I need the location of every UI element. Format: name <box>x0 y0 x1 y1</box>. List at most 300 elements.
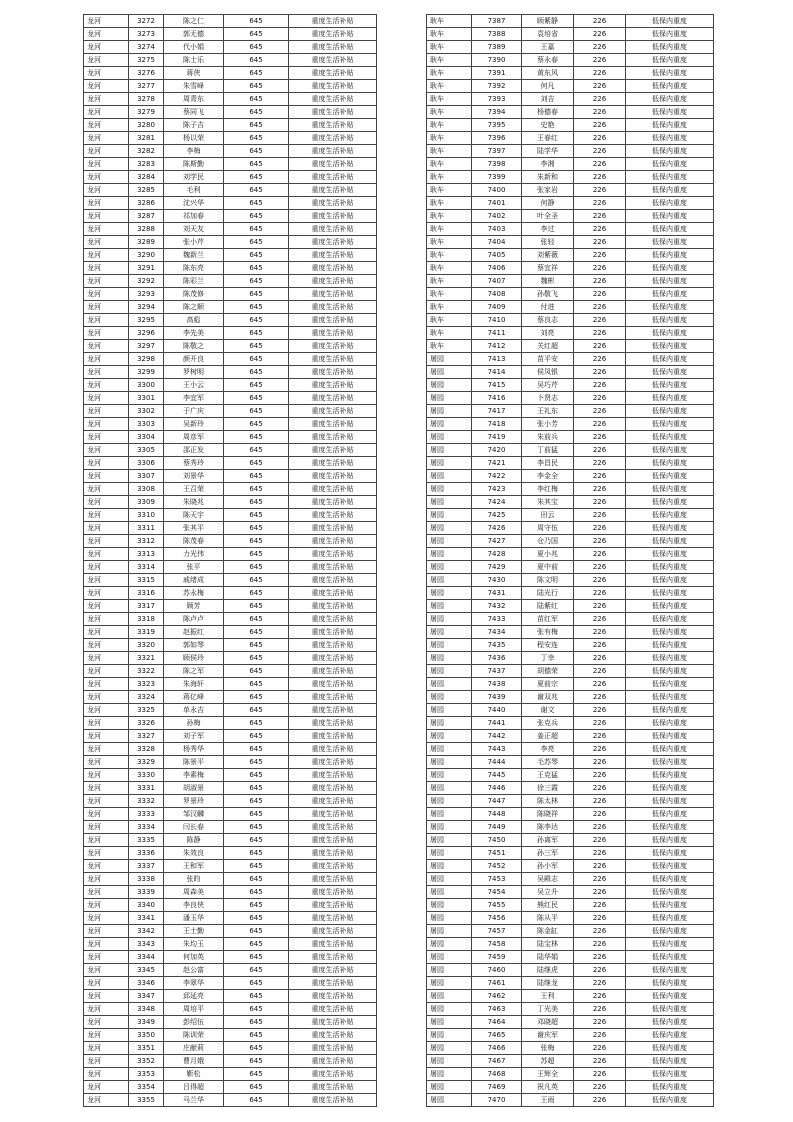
area-cell: 龙河 <box>84 431 129 444</box>
number-cell: 3289 <box>129 236 164 249</box>
type-cell: 重度生活补贴 <box>289 145 377 158</box>
number-cell: 3325 <box>129 704 164 717</box>
number-cell: 7426 <box>472 522 522 535</box>
area-cell: 耿车 <box>427 158 472 171</box>
name-cell: 李亮 <box>522 743 574 756</box>
amount-cell: 226 <box>574 327 626 340</box>
area-cell: 屠园 <box>427 847 472 860</box>
type-cell: 重度生活补贴 <box>289 1003 377 1016</box>
number-cell: 3290 <box>129 249 164 262</box>
name-cell: 力光伟 <box>164 548 224 561</box>
type-cell: 重度生活补贴 <box>289 1094 377 1107</box>
table-row <box>84 990 377 1003</box>
table-row <box>427 249 714 262</box>
type-cell: 重度生活补贴 <box>289 1055 377 1068</box>
area-cell: 屠园 <box>427 548 472 561</box>
name-cell: 李金全 <box>522 470 574 483</box>
amount-cell: 645 <box>224 535 289 548</box>
amount-cell: 645 <box>224 756 289 769</box>
amount-cell: 226 <box>574 158 626 171</box>
table-row <box>84 444 377 457</box>
table-row <box>427 834 714 847</box>
table-row <box>427 574 714 587</box>
type-cell: 重度生活补贴 <box>289 769 377 782</box>
type-cell: 重度生活补贴 <box>289 808 377 821</box>
left-table <box>83 14 377 1107</box>
name-cell: 陈训荣 <box>164 1029 224 1042</box>
name-cell: 夏小兆 <box>522 548 574 561</box>
area-cell: 屠园 <box>427 756 472 769</box>
name-cell: 周守伍 <box>522 522 574 535</box>
amount-cell: 226 <box>574 145 626 158</box>
area-cell: 屠园 <box>427 457 472 470</box>
name-cell: 刘天友 <box>164 223 224 236</box>
amount-cell: 645 <box>224 470 289 483</box>
amount-cell: 226 <box>574 834 626 847</box>
table-row <box>427 223 714 236</box>
amount-cell: 645 <box>224 1016 289 1029</box>
area-cell: 龙河 <box>84 639 129 652</box>
amount-cell: 226 <box>574 821 626 834</box>
type-cell: 低保内重度 <box>626 886 714 899</box>
amount-cell: 226 <box>574 340 626 353</box>
area-cell: 屠园 <box>427 873 472 886</box>
table-row <box>84 236 377 249</box>
area-cell: 耿车 <box>427 119 472 132</box>
area-cell: 龙河 <box>84 535 129 548</box>
name-cell: 苏超 <box>522 1055 574 1068</box>
table-row <box>84 15 377 28</box>
type-cell: 重度生活补贴 <box>289 938 377 951</box>
table-row <box>84 327 377 340</box>
number-cell: 3321 <box>129 652 164 665</box>
area-cell: 龙河 <box>84 106 129 119</box>
area-cell: 屠园 <box>427 392 472 405</box>
type-cell: 重度生活补贴 <box>289 1068 377 1081</box>
table-row <box>84 860 377 873</box>
amount-cell: 645 <box>224 1081 289 1094</box>
name-cell: 陈太林 <box>522 795 574 808</box>
area-cell: 屠园 <box>427 990 472 1003</box>
type-cell: 重度生活补贴 <box>289 366 377 379</box>
name-cell: 邓晓超 <box>522 1016 574 1029</box>
amount-cell: 226 <box>574 769 626 782</box>
type-cell: 低保内重度 <box>626 28 714 41</box>
number-cell: 3297 <box>129 340 164 353</box>
number-cell: 3343 <box>129 938 164 951</box>
number-cell: 3293 <box>129 288 164 301</box>
name-cell: 王礼东 <box>522 405 574 418</box>
number-cell: 7407 <box>472 275 522 288</box>
area-cell: 龙河 <box>84 613 129 626</box>
number-cell: 3339 <box>129 886 164 899</box>
table-row <box>84 548 377 561</box>
type-cell: 低保内重度 <box>626 964 714 977</box>
type-cell: 低保内重度 <box>626 132 714 145</box>
area-cell: 耿车 <box>427 262 472 275</box>
number-cell: 3296 <box>129 327 164 340</box>
amount-cell: 645 <box>224 990 289 1003</box>
type-cell: 低保内重度 <box>626 158 714 171</box>
type-cell: 低保内重度 <box>626 145 714 158</box>
area-cell: 耿车 <box>427 340 472 353</box>
type-cell: 重度生活补贴 <box>289 652 377 665</box>
name-cell: 刘吉 <box>522 93 574 106</box>
amount-cell: 645 <box>224 847 289 860</box>
table-row <box>427 873 714 886</box>
name-cell: 李湘 <box>522 158 574 171</box>
type-cell: 低保内重度 <box>626 184 714 197</box>
amount-cell: 645 <box>224 821 289 834</box>
amount-cell: 645 <box>224 769 289 782</box>
name-cell: 周青东 <box>164 93 224 106</box>
name-cell: 郭如琴 <box>164 639 224 652</box>
name-cell: 陈之军 <box>164 665 224 678</box>
area-cell: 屠园 <box>427 834 472 847</box>
name-cell: 熊红民 <box>522 899 574 912</box>
table-row <box>84 782 377 795</box>
table-row <box>427 522 714 535</box>
table-row <box>427 106 714 119</box>
amount-cell: 226 <box>574 262 626 275</box>
area-cell: 耿车 <box>427 54 472 67</box>
table-row <box>84 717 377 730</box>
type-cell: 低保内重度 <box>626 314 714 327</box>
name-cell: 陈文明 <box>522 574 574 587</box>
number-cell: 3275 <box>129 54 164 67</box>
table-row <box>427 587 714 600</box>
area-cell: 耿车 <box>427 28 472 41</box>
name-cell: 罗景玲 <box>164 795 224 808</box>
table-row <box>427 756 714 769</box>
name-cell: 赵振红 <box>164 626 224 639</box>
name-cell: 顾紫静 <box>522 15 574 28</box>
area-cell: 耿车 <box>427 314 472 327</box>
type-cell: 低保内重度 <box>626 119 714 132</box>
name-cell: 陈晓祥 <box>522 808 574 821</box>
number-cell: 7412 <box>472 340 522 353</box>
amount-cell: 226 <box>574 184 626 197</box>
type-cell: 重度生活补贴 <box>289 951 377 964</box>
number-cell: 3334 <box>129 821 164 834</box>
amount-cell: 645 <box>224 223 289 236</box>
table-row <box>84 80 377 93</box>
type-cell: 重度生活补贴 <box>289 210 377 223</box>
type-cell: 重度生活补贴 <box>289 613 377 626</box>
area-cell: 龙河 <box>84 912 129 925</box>
table-row <box>84 223 377 236</box>
table-row <box>427 1003 714 1016</box>
name-cell: 高彪 <box>164 314 224 327</box>
table-row <box>427 314 714 327</box>
amount-cell: 226 <box>574 1068 626 1081</box>
type-cell: 低保内重度 <box>626 327 714 340</box>
number-cell: 3351 <box>129 1042 164 1055</box>
name-cell: 周培平 <box>164 1003 224 1016</box>
table-row <box>84 574 377 587</box>
type-cell: 重度生活补贴 <box>289 236 377 249</box>
amount-cell: 226 <box>574 1042 626 1055</box>
name-cell: 吴巧芹 <box>522 379 574 392</box>
table-row <box>427 561 714 574</box>
table-row <box>84 392 377 405</box>
number-cell: 3303 <box>129 418 164 431</box>
number-cell: 7411 <box>472 327 522 340</box>
number-cell: 7427 <box>472 535 522 548</box>
type-cell: 重度生活补贴 <box>289 782 377 795</box>
name-cell: 仓乃国 <box>522 535 574 548</box>
type-cell: 重度生活补贴 <box>289 626 377 639</box>
area-cell: 龙河 <box>84 873 129 886</box>
number-cell: 7456 <box>472 912 522 925</box>
amount-cell: 226 <box>574 574 626 587</box>
name-cell: 李梅 <box>164 145 224 158</box>
number-cell: 7452 <box>472 860 522 873</box>
type-cell: 低保内重度 <box>626 54 714 67</box>
area-cell: 龙河 <box>84 67 129 80</box>
amount-cell: 645 <box>224 41 289 54</box>
type-cell: 重度生活补贴 <box>289 262 377 275</box>
area-cell: 龙河 <box>84 964 129 977</box>
area-cell: 龙河 <box>84 54 129 67</box>
name-cell: 程安连 <box>522 639 574 652</box>
type-cell: 重度生活补贴 <box>289 15 377 28</box>
number-cell: 3295 <box>129 314 164 327</box>
type-cell: 低保内重度 <box>626 210 714 223</box>
amount-cell: 645 <box>224 548 289 561</box>
area-cell: 龙河 <box>84 470 129 483</box>
number-cell: 3330 <box>129 769 164 782</box>
right-table-body <box>427 15 714 1107</box>
number-cell: 3319 <box>129 626 164 639</box>
number-cell: 7414 <box>472 366 522 379</box>
name-cell: 陈静 <box>164 834 224 847</box>
area-cell: 龙河 <box>84 41 129 54</box>
name-cell: 王召荣 <box>164 483 224 496</box>
amount-cell: 226 <box>574 418 626 431</box>
amount-cell: 645 <box>224 899 289 912</box>
table-row <box>84 366 377 379</box>
area-cell: 龙河 <box>84 756 129 769</box>
area-cell: 龙河 <box>84 990 129 1003</box>
area-cell: 屠园 <box>427 821 472 834</box>
amount-cell: 226 <box>574 119 626 132</box>
amount-cell: 645 <box>224 808 289 821</box>
area-cell: 耿车 <box>427 93 472 106</box>
type-cell: 重度生活补贴 <box>289 132 377 145</box>
amount-cell: 645 <box>224 795 289 808</box>
number-cell: 3332 <box>129 795 164 808</box>
table-row <box>427 639 714 652</box>
name-cell: 朱其宝 <box>522 496 574 509</box>
amount-cell: 226 <box>574 925 626 938</box>
amount-cell: 226 <box>574 743 626 756</box>
type-cell: 低保内重度 <box>626 262 714 275</box>
number-cell: 7391 <box>472 67 522 80</box>
table-row <box>84 301 377 314</box>
table-row <box>427 613 714 626</box>
type-cell: 重度生活补贴 <box>289 353 377 366</box>
type-cell: 重度生活补贴 <box>289 522 377 535</box>
name-cell: 彭绍伍 <box>164 1016 224 1029</box>
type-cell: 低保内重度 <box>626 444 714 457</box>
type-cell: 重度生活补贴 <box>289 964 377 977</box>
table-row <box>427 951 714 964</box>
area-cell: 屠园 <box>427 743 472 756</box>
table-row <box>84 639 377 652</box>
number-cell: 7448 <box>472 808 522 821</box>
type-cell: 低保内重度 <box>626 678 714 691</box>
amount-cell: 645 <box>224 665 289 678</box>
name-cell: 杨以荣 <box>164 132 224 145</box>
type-cell: 低保内重度 <box>626 522 714 535</box>
table-row <box>427 470 714 483</box>
name-cell: 陈茂春 <box>164 535 224 548</box>
amount-cell: 645 <box>224 626 289 639</box>
table-row <box>427 28 714 41</box>
type-cell: 重度生活补贴 <box>289 41 377 54</box>
number-cell: 7442 <box>472 730 522 743</box>
type-cell: 低保内重度 <box>626 67 714 80</box>
table-row <box>84 665 377 678</box>
amount-cell: 226 <box>574 1003 626 1016</box>
table-row <box>84 587 377 600</box>
amount-cell: 226 <box>574 626 626 639</box>
amount-cell: 226 <box>574 93 626 106</box>
name-cell: 史艳 <box>522 119 574 132</box>
amount-cell: 226 <box>574 561 626 574</box>
number-cell: 3279 <box>129 106 164 119</box>
name-cell: 夏中前 <box>522 561 574 574</box>
table-row <box>84 613 377 626</box>
type-cell: 低保内重度 <box>626 496 714 509</box>
amount-cell: 226 <box>574 691 626 704</box>
type-cell: 重度生活补贴 <box>289 405 377 418</box>
area-cell: 龙河 <box>84 717 129 730</box>
table-row <box>427 1055 714 1068</box>
amount-cell: 226 <box>574 600 626 613</box>
name-cell: 刘景华 <box>164 470 224 483</box>
area-cell: 龙河 <box>84 782 129 795</box>
area-cell: 屠园 <box>427 808 472 821</box>
number-cell: 3315 <box>129 574 164 587</box>
name-cell: 谢文 <box>522 704 574 717</box>
name-cell: 叶全圣 <box>522 210 574 223</box>
name-cell: 戚绪成 <box>164 574 224 587</box>
area-cell: 龙河 <box>84 379 129 392</box>
amount-cell: 226 <box>574 379 626 392</box>
amount-cell: 645 <box>224 405 289 418</box>
number-cell: 3322 <box>129 665 164 678</box>
table-row <box>427 782 714 795</box>
table-row <box>427 717 714 730</box>
number-cell: 7460 <box>472 964 522 977</box>
amount-cell: 226 <box>574 795 626 808</box>
number-cell: 7404 <box>472 236 522 249</box>
area-cell: 耿车 <box>427 41 472 54</box>
amount-cell: 645 <box>224 652 289 665</box>
amount-cell: 226 <box>574 67 626 80</box>
amount-cell: 645 <box>224 860 289 873</box>
type-cell: 低保内重度 <box>626 366 714 379</box>
type-cell: 低保内重度 <box>626 106 714 119</box>
amount-cell: 226 <box>574 288 626 301</box>
table-row <box>84 522 377 535</box>
area-cell: 龙河 <box>84 28 129 41</box>
name-cell: 魏彬 <box>522 275 574 288</box>
area-cell: 龙河 <box>84 977 129 990</box>
area-cell: 屠园 <box>427 509 472 522</box>
table-row <box>84 158 377 171</box>
area-cell: 屠园 <box>427 470 472 483</box>
amount-cell: 645 <box>224 561 289 574</box>
name-cell: 王士勤 <box>164 925 224 938</box>
area-cell: 龙河 <box>84 561 129 574</box>
name-cell: 孙小军 <box>522 860 574 873</box>
type-cell: 重度生活补贴 <box>289 470 377 483</box>
right-table <box>426 14 714 1107</box>
type-cell: 重度生活补贴 <box>289 561 377 574</box>
table-row <box>427 821 714 834</box>
type-cell: 低保内重度 <box>626 1094 714 1107</box>
amount-cell: 645 <box>224 288 289 301</box>
type-cell: 低保内重度 <box>626 1016 714 1029</box>
area-cell: 屠园 <box>427 613 472 626</box>
table-row <box>427 743 714 756</box>
table-row <box>427 275 714 288</box>
table-row <box>84 821 377 834</box>
area-cell: 龙河 <box>84 171 129 184</box>
number-cell: 3309 <box>129 496 164 509</box>
amount-cell: 226 <box>574 197 626 210</box>
type-cell: 低保内重度 <box>626 782 714 795</box>
area-cell: 龙河 <box>84 158 129 171</box>
area-cell: 屠园 <box>427 678 472 691</box>
amount-cell: 645 <box>224 782 289 795</box>
number-cell: 3314 <box>129 561 164 574</box>
area-cell: 耿车 <box>427 15 472 28</box>
number-cell: 7438 <box>472 678 522 691</box>
type-cell: 低保内重度 <box>626 340 714 353</box>
name-cell: 何凡 <box>522 80 574 93</box>
number-cell: 7430 <box>472 574 522 587</box>
amount-cell: 226 <box>574 938 626 951</box>
table-row <box>84 691 377 704</box>
name-cell: 刘亮 <box>522 327 574 340</box>
area-cell: 屠园 <box>427 665 472 678</box>
table-row <box>84 704 377 717</box>
amount-cell: 226 <box>574 808 626 821</box>
number-cell: 7445 <box>472 769 522 782</box>
area-cell: 龙河 <box>84 119 129 132</box>
amount-cell: 226 <box>574 860 626 873</box>
amount-cell: 226 <box>574 366 626 379</box>
number-cell: 7417 <box>472 405 522 418</box>
number-cell: 7435 <box>472 639 522 652</box>
number-cell: 3318 <box>129 613 164 626</box>
table-row <box>427 67 714 80</box>
name-cell: 谢双兆 <box>522 691 574 704</box>
area-cell: 屠园 <box>427 1055 472 1068</box>
number-cell: 7444 <box>472 756 522 769</box>
amount-cell: 645 <box>224 275 289 288</box>
number-cell: 7388 <box>472 28 522 41</box>
name-cell: 王春红 <box>522 132 574 145</box>
table-row <box>84 470 377 483</box>
type-cell: 低保内重度 <box>626 600 714 613</box>
area-cell: 龙河 <box>84 366 129 379</box>
type-cell: 重度生活补贴 <box>289 223 377 236</box>
